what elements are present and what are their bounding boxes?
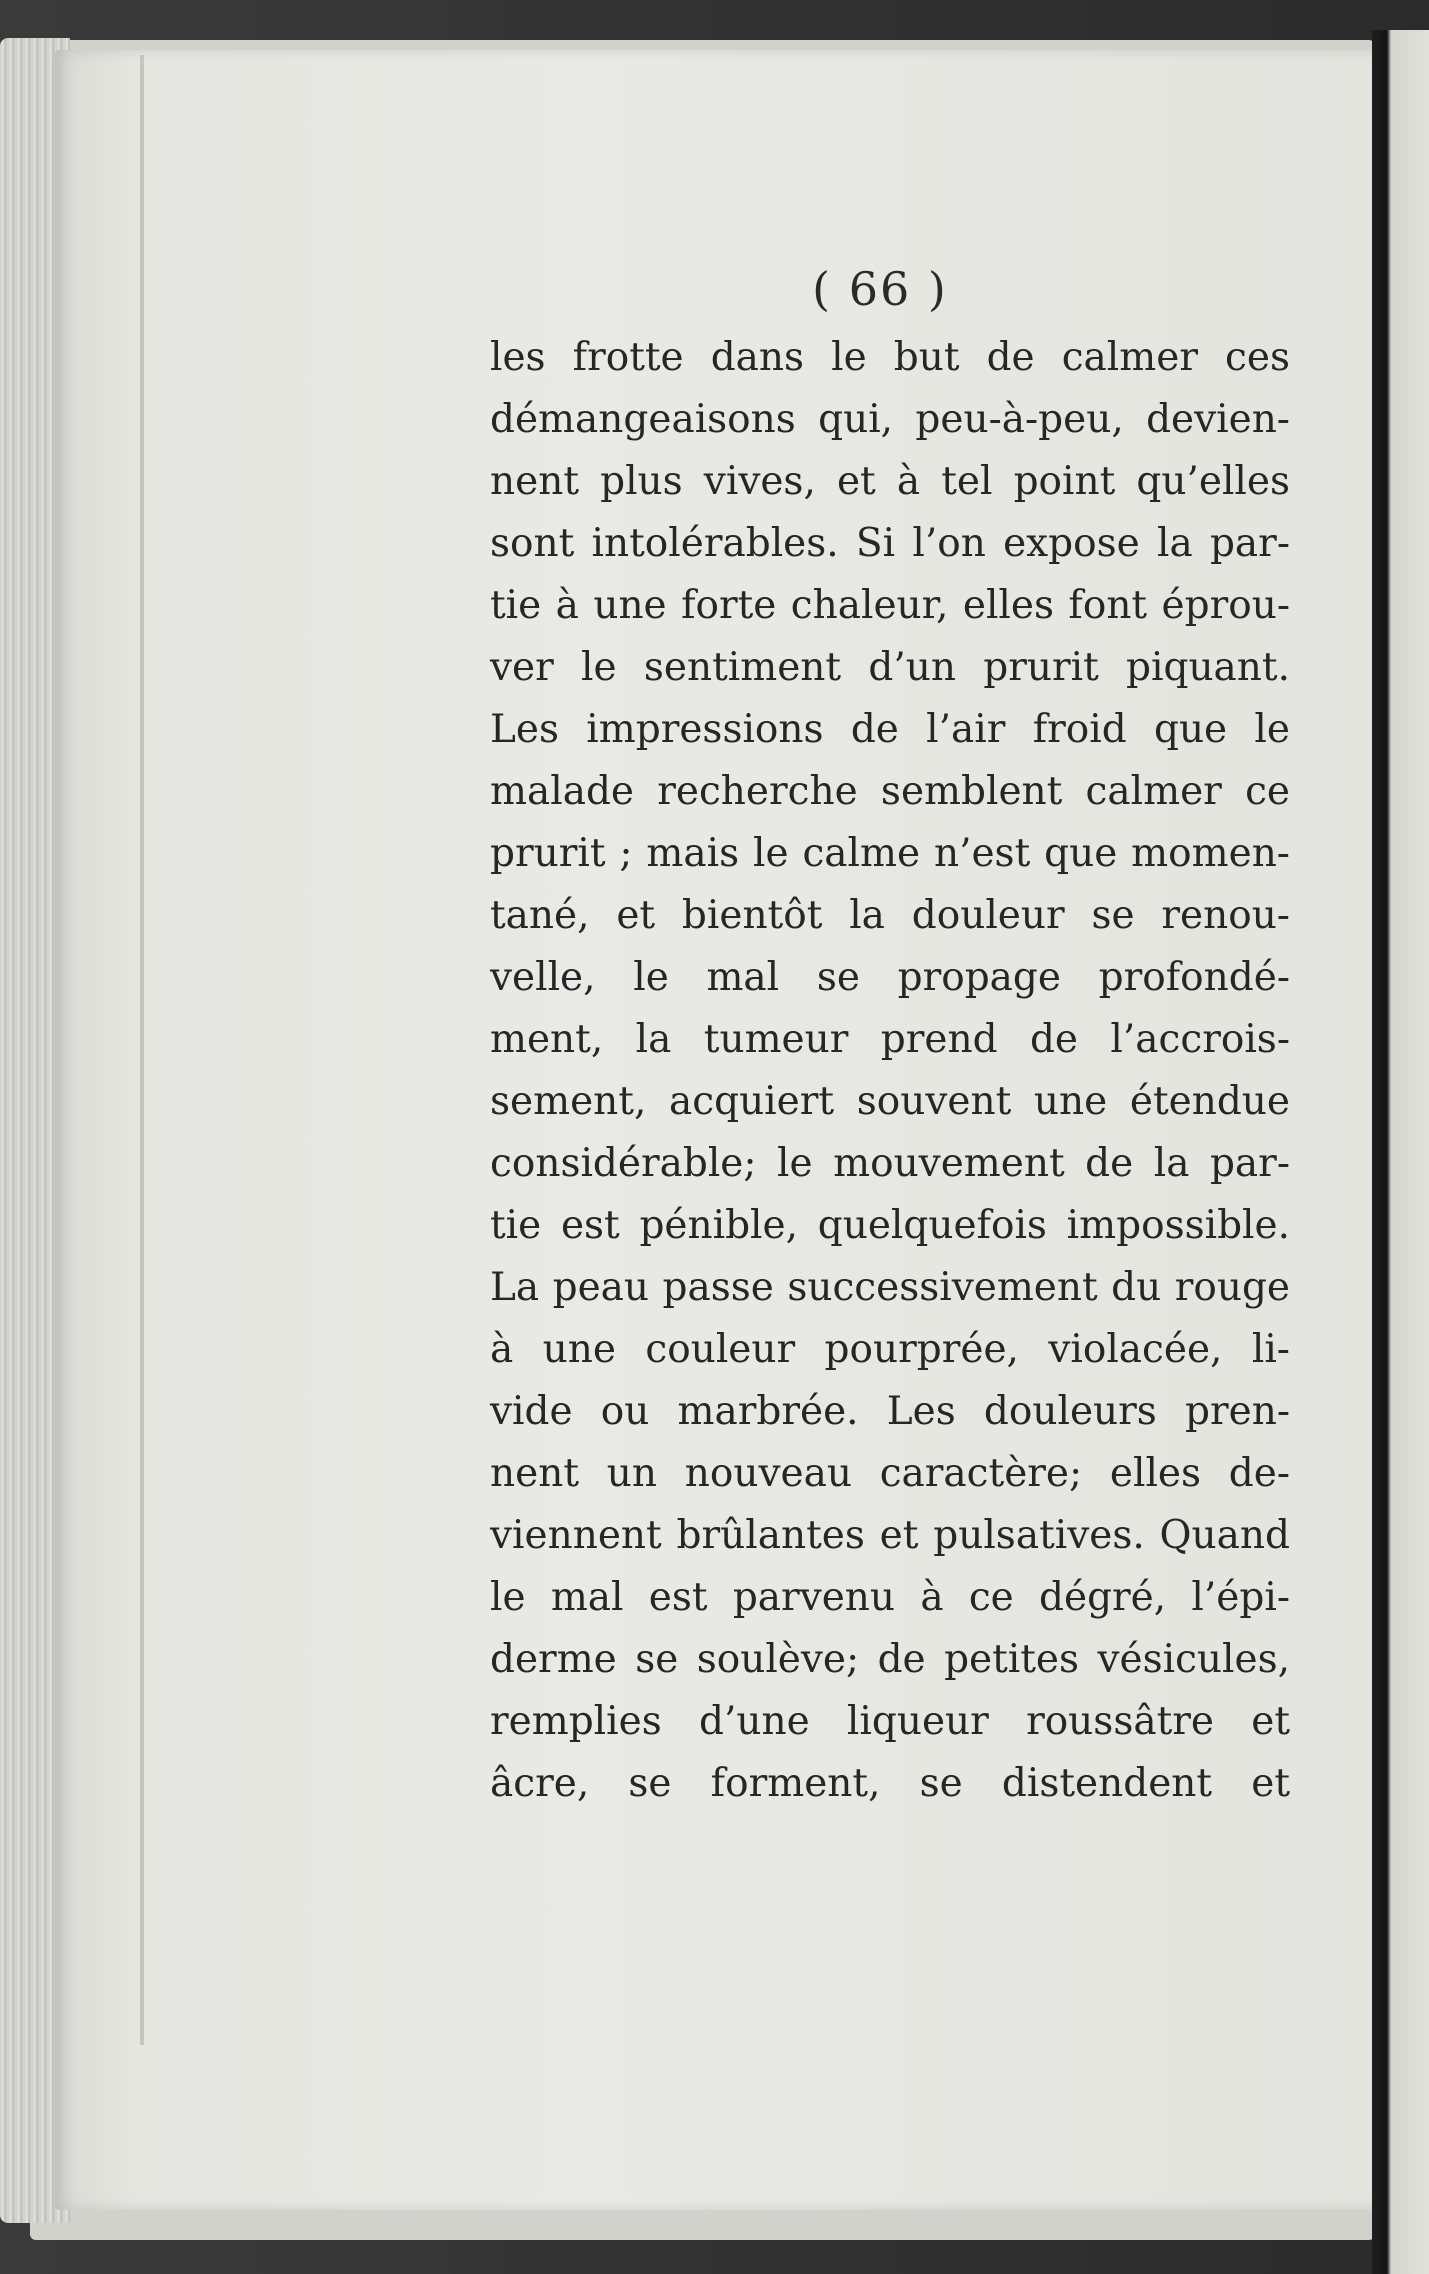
- text-line: âcre, se forment, se distendent et: [490, 1761, 1290, 1806]
- text-line: prurit ; mais le calme n’est que momen-: [490, 831, 1290, 876]
- text-line: à une couleur pourprée, violacée, li-: [490, 1327, 1290, 1372]
- text-line: ment, la tumeur prend de l’accrois-: [490, 1017, 1290, 1062]
- text-line: les frotte dans le but de calmer ces: [490, 335, 1290, 380]
- text-line: La peau passe successivement du rouge: [490, 1265, 1290, 1310]
- page-number: ( 66 ): [812, 262, 948, 316]
- text-line: tie à une forte chaleur, elles font éprou-: [490, 583, 1290, 628]
- text-line: tané, et bientôt la douleur se renou-: [490, 893, 1290, 938]
- text-line: velle, le mal se propage profondé-: [490, 955, 1290, 1000]
- text-line: sement, acquiert souvent une étendue: [490, 1079, 1290, 1124]
- text-line: considérable; le mouvement de la par-: [490, 1141, 1290, 1186]
- text-line: vide ou marbrée. Les douleurs pren-: [490, 1389, 1290, 1434]
- text-line: nent un nouveau caractère; elles de-: [490, 1451, 1290, 1496]
- text-line: tie est pénible, quelquefois impossible.: [490, 1203, 1290, 1248]
- text-line: nent plus vives, et à tel point qu’elles: [490, 459, 1290, 504]
- page-fold-line: [140, 55, 144, 2045]
- text-line: viennent brûlantes et pulsatives. Quand: [490, 1513, 1290, 1558]
- text-line: remplies d’une liqueur roussâtre et: [490, 1699, 1290, 1744]
- text-line: ver le sentiment d’un prurit piquant.: [490, 645, 1290, 690]
- text-line: Les impressions de l’air froid que le: [490, 707, 1290, 752]
- text-line: malade recherche semblent calmer ce: [490, 769, 1290, 814]
- text-line: le mal est parvenu à ce dégré, l’épi-: [490, 1575, 1290, 1620]
- text-line: démangeaisons qui, peu-à-peu, devien-: [490, 397, 1290, 442]
- facing-page-edge: [1372, 30, 1429, 2274]
- text-line: sont intolérables. Si l’on expose la par-: [490, 521, 1290, 566]
- text-line: derme se soulève; de petites vésicules,: [490, 1637, 1290, 1682]
